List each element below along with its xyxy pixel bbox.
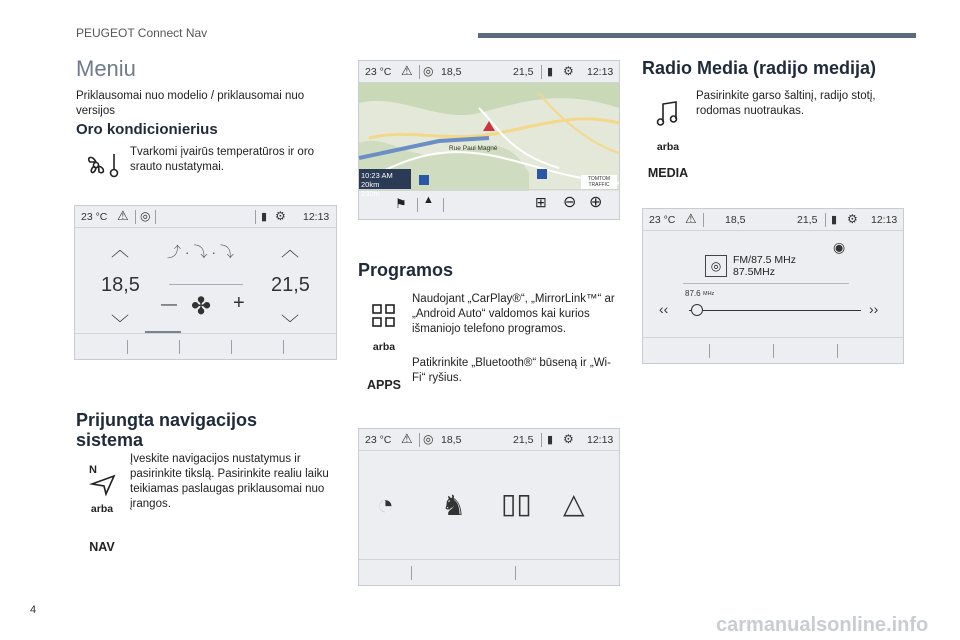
svg-text:N: N: [89, 464, 97, 476]
location-icon: ◎: [423, 432, 434, 446]
status-temp: 23 °C: [365, 66, 392, 78]
compass-icon[interactable]: ▲: [423, 194, 434, 206]
status-bar: [75, 206, 336, 228]
apps-grid-icon: [372, 304, 396, 328]
apps-text-2: Patikrinkite „Bluetooth®“ būseną ir „Wi-Fi“ ryšius.: [412, 357, 611, 384]
radio-or-label: arba: [656, 141, 680, 153]
radio-source-icon[interactable]: ◉: [833, 239, 846, 255]
warning-icon: ⚠: [401, 431, 413, 446]
status-left-temp: 18,5: [441, 66, 462, 78]
battery-icon: ▮: [547, 66, 554, 78]
settings-icon: ⚙: [563, 432, 574, 446]
status-temp: 23 °C: [649, 214, 676, 226]
status-temp: 23 °C: [81, 211, 108, 223]
nav-or-label: arba: [90, 503, 114, 515]
map-view[interactable]: [359, 83, 619, 198]
fan-slider[interactable]: [169, 284, 243, 285]
status-time: 12:13: [871, 214, 898, 226]
settings-icon: ⚙: [563, 64, 574, 78]
seek-forward-icon[interactable]: ››: [869, 301, 879, 317]
status-time: 12:13: [587, 66, 614, 78]
page-number: 4: [30, 604, 37, 616]
nav-heading: Prijungta navigacijos sistema: [76, 410, 258, 450]
airflow-mode-icons[interactable]: ⤴ · ⤵ · ⤵: [167, 244, 234, 260]
map-time: 10:23 AM 20km: [361, 171, 393, 189]
status-right-temp: 21,5: [513, 434, 534, 446]
right-temp: 21,5: [271, 274, 310, 296]
map-toolbar: [359, 189, 619, 219]
status-temp: 23 °C: [365, 434, 392, 446]
left-temp-up-icon[interactable]: ︿: [111, 240, 129, 260]
map-street-label: Rue Paul Magné: [449, 145, 498, 152]
map-settings-icon[interactable]: ⊞: [535, 194, 547, 210]
apps-button-label: APPS: [366, 378, 402, 392]
fan-plus-icon[interactable]: +: [233, 292, 245, 314]
frequency-slider-handle[interactable]: [691, 304, 703, 316]
radio-screen: [642, 208, 904, 364]
radio-button-label: MEDIA: [647, 166, 689, 180]
slider-unit: MHz: [703, 291, 715, 297]
screen-footer: [75, 333, 336, 359]
right-temp-up-icon[interactable]: ︿: [281, 240, 299, 260]
status-left-temp: 18,5: [441, 434, 462, 446]
radio-heading: Radio Media (radijo medija): [642, 58, 877, 78]
map-info-panel: [359, 169, 411, 198]
watermark: carmanualsonline.info: [716, 614, 929, 636]
apps-heading: Programos: [358, 260, 454, 280]
status-right-temp: 21,5: [513, 66, 534, 78]
apps-text-1: Naudojant „CarPlay®“, „MirrorLink™“ ar „Android Auto“ valdomos kai kurios išmaniojo telefono programos.: [412, 293, 615, 335]
page-header-title: PEUGEOT Connect Nav: [76, 26, 208, 40]
fan-icon: ✤: [191, 293, 212, 320]
slider-value: 87.6: [685, 289, 701, 298]
mirrorlink-icon[interactable]: ▯▯: [501, 488, 532, 519]
radio-divider: [683, 283, 849, 284]
apps-screen: [358, 428, 620, 586]
aircon-icon: [84, 150, 124, 180]
left-temp: 18,5: [101, 274, 140, 296]
apps-or-label: arba: [372, 341, 396, 353]
seek-back-icon[interactable]: ‹‹: [659, 301, 669, 317]
peugeot-lion-icon[interactable]: ♞: [441, 490, 467, 521]
settings-icon: ⚙: [275, 209, 286, 223]
menu-subtitle: Priklausomai nuo modelio / priklausomai nuo versijos: [76, 90, 305, 117]
warning-icon: ⚠: [117, 208, 129, 223]
battery-icon: ▮: [831, 214, 838, 226]
warning-icon: ⚠: [401, 63, 413, 78]
aircon-screen: [74, 205, 337, 360]
left-temp-down-icon[interactable]: ﹀: [111, 314, 129, 334]
location-icon: ◎: [423, 64, 434, 78]
music-note-icon: [656, 100, 680, 126]
map-distance: 232m: [361, 189, 380, 198]
radio-station-name: FM/87.5 MHz: [733, 254, 797, 266]
battery-icon: ▮: [261, 211, 268, 223]
screen-footer: [359, 559, 619, 585]
radio-frequency: 87.5MHz: [733, 266, 776, 278]
status-left-temp: 18,5: [725, 214, 746, 226]
nav-text: Įveskite navigacijos nustatymus ir pasirinkite tikslą. Pasirinkite realiu laiku teikiamas paslaugas priklausomai nuo įrangos.: [130, 453, 329, 510]
android-auto-icon[interactable]: △: [563, 488, 585, 519]
nav-button-label: NAV: [89, 540, 115, 554]
zoom-in-icon[interactable]: ⊕: [589, 194, 603, 211]
carplay-icon[interactable]: ◔: [377, 489, 394, 520]
battery-icon: ▮: [547, 434, 554, 446]
finish-flag-icon[interactable]: ⚑: [395, 196, 407, 211]
right-temp-down-icon[interactable]: ﹀: [281, 314, 299, 334]
status-bar: [359, 429, 619, 451]
status-bar: [643, 209, 903, 231]
zoom-out-icon[interactable]: ⊖: [563, 194, 577, 211]
aircon-text: Tvarkomi įvairūs temperatūros ir oro srauto nustatymai.: [130, 146, 315, 173]
status-right-temp: 21,5: [797, 214, 818, 226]
radio-text: Pasirinkite garso šaltinį, radijo stotį, rodomas nuotraukas.: [696, 90, 876, 117]
traffic-brand: TOMTOM TRAFFIC: [581, 175, 617, 189]
screen-footer: [643, 337, 903, 363]
fan-minus-icon[interactable]: —: [161, 296, 177, 313]
radio-station-icon: ◎: [705, 255, 727, 277]
map-screen: [358, 60, 620, 220]
warning-icon: ⚠: [685, 211, 697, 226]
location-icon: ◎: [140, 209, 151, 223]
header-bar: [478, 33, 916, 38]
status-bar: [359, 61, 619, 83]
status-time: 12:13: [587, 434, 614, 446]
frequency-slider[interactable]: [689, 310, 861, 311]
navigation-arrow-icon: [88, 462, 118, 496]
status-time: 12:13: [303, 211, 330, 223]
settings-icon: ⚙: [847, 212, 858, 226]
menu-heading: Meniu: [76, 56, 136, 81]
aircon-heading: Oro kondicionierius: [76, 121, 218, 138]
